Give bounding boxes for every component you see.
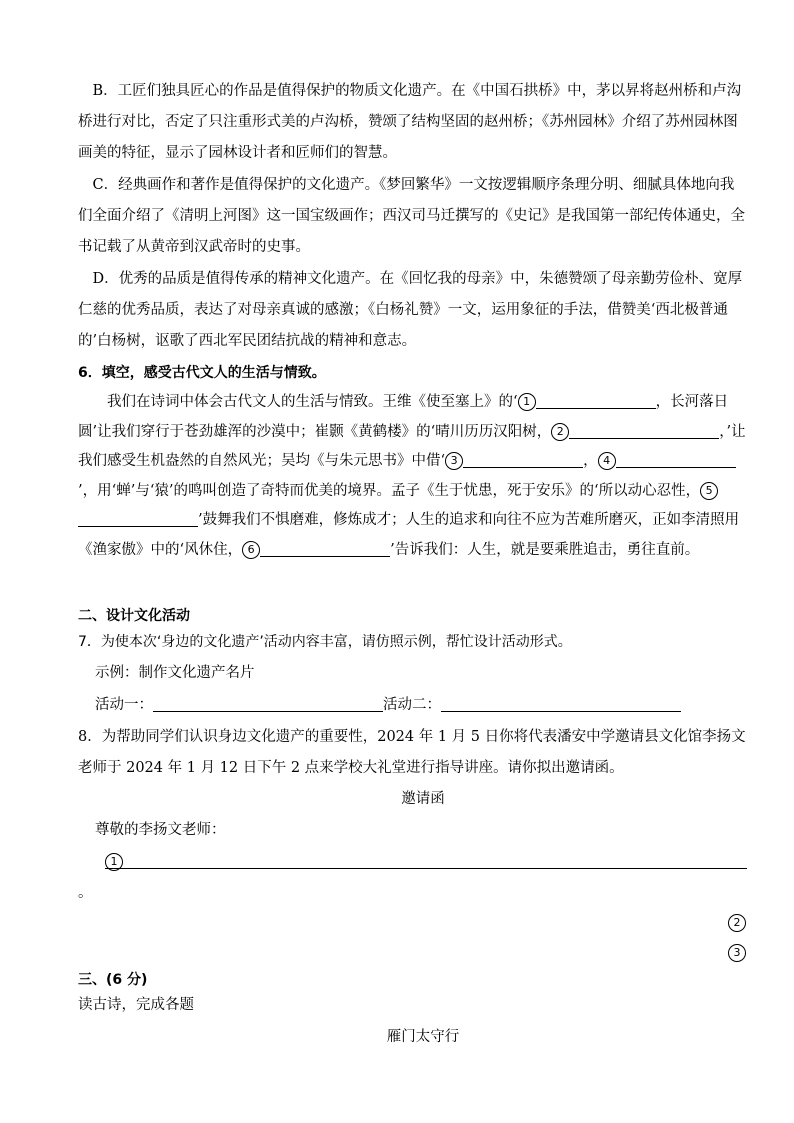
- activity-1-label: 活动一：: [95, 697, 153, 713]
- fill-blank-3[interactable]: [463, 451, 583, 468]
- question-6-body: 我们在诗词中体会古代文人的生活与情致。王维《使至塞上》的‘ 1 ，长河落日圆’让我们穿行于苍劲雄浑的沙漠中；崔颢《黄鹤楼》的‘晴川历历汉阳树， 2 ，’让我们感受生机盎然的自然风光；吴均《与朱元思书》中借‘ 3 ， 4’，用‘蝉’与‘猿’的鸣叫创造了奇特而优美的境界。孟子《生于忧患，死于安乐》的‘所以动心忍性， 5’鼓舞我们不惧磨难，修炼成才；人生的追求和向往不应为苦难所磨灭，正如李清照用《渔家傲》中的‘风休住， 6 ’告诉我们：人生，就是要乘胜追击，勇往直前。: [78, 394, 746, 558]
- poem-intro: 读古诗，完成各题: [78, 997, 194, 1013]
- fill-blank-6[interactable]: [260, 540, 390, 557]
- option-d: D．优秀的品质是值得传承的精神文化遗产。在《回忆我的母亲》中，朱德赞颂了母亲勤劳俭朴、宽厚仁慈的优秀品质，表达了对母亲真诚的感激；《白杨礼赞》一文，运用象征的手法，借赞美‘西北极普通的’白杨树，讴歌了西北军民团结抗战的精神和意志。: [78, 271, 743, 349]
- poem-title: 雁门太守行: [386, 1029, 460, 1045]
- letter-number-3[interactable]: 3: [728, 944, 746, 962]
- fill-blank-5[interactable]: [78, 510, 198, 527]
- section-3-heading: 三、(6 分): [78, 972, 148, 988]
- question-8-title: 8．为帮助同学们认识身边文化遗产的重要性，2024 年 1 月 5 日你将代表潘安中学邀请县文化馆李扬文老师于 2024 年 1 月 12 日下午 2 点来学校大礼堂进行指导讲座。请你拟出邀请函。: [78, 729, 746, 776]
- option-c: C．经典画作和著作是值得保护的文化遗产。《梦回繁华》一文按逻辑顺序条理分明、细腻具体地向我们全面介绍了《清明上河图》这一国宝级画作；西汉司马迁撰写的《史记》是我国第一部纪传体通史，全书记载了从黄帝到汉武帝时的史事。: [78, 177, 745, 255]
- blank-number-4: 4: [598, 452, 616, 470]
- activity-2-input[interactable]: [441, 695, 681, 712]
- letter-number-1: 1: [105, 853, 123, 871]
- blank-number-3: 3: [445, 452, 463, 470]
- question-6-title: 6．填空，感受古代文人的生活与情致。: [78, 365, 326, 381]
- letter-number-2-row: [728, 908, 748, 939]
- fill-blank-1[interactable]: [536, 392, 656, 409]
- letter-number-2[interactable]: 2: [728, 914, 746, 932]
- blank-number-6: 6: [242, 541, 260, 559]
- question-7-title: 7．为使本次‘身边的文化遗产’活动内容丰富，请仿照示例，帮忙设计活动形式。: [78, 634, 572, 650]
- letter-body-input[interactable]: [105, 848, 747, 869]
- fill-blank-4[interactable]: [616, 451, 736, 468]
- option-b: B．工匠们独具匠心的作品是值得保护的物质文化遗产。在《中国石拱桥》中，茅以昇将赵州桥和卢沟桥进行对比，否定了只注重形式美的卢沟桥，赞颂了结构坚固的赵州桥；《苏州园林》介绍了苏州园林图画美的特征，显示了园林设计者和匠师们的智慧。: [78, 83, 742, 161]
- letter-title: 邀请函: [401, 791, 445, 807]
- blank-number-5: 5: [700, 482, 718, 500]
- blank-number-1: 1: [518, 393, 536, 411]
- fill-blank-2[interactable]: [569, 422, 719, 439]
- question-7-example: 示例：制作文化遗产名片: [95, 665, 255, 681]
- question-7-activities: [95, 690, 765, 721]
- letter-salutation: 尊敬的李扬文老师：: [95, 822, 226, 838]
- activity-2-label: 活动二：: [383, 697, 441, 713]
- blank-number-2: 2: [551, 423, 569, 441]
- activity-1-input[interactable]: [153, 695, 383, 712]
- section-2-heading: 二、设计文化活动: [78, 608, 190, 624]
- letter-period: 。: [78, 885, 93, 901]
